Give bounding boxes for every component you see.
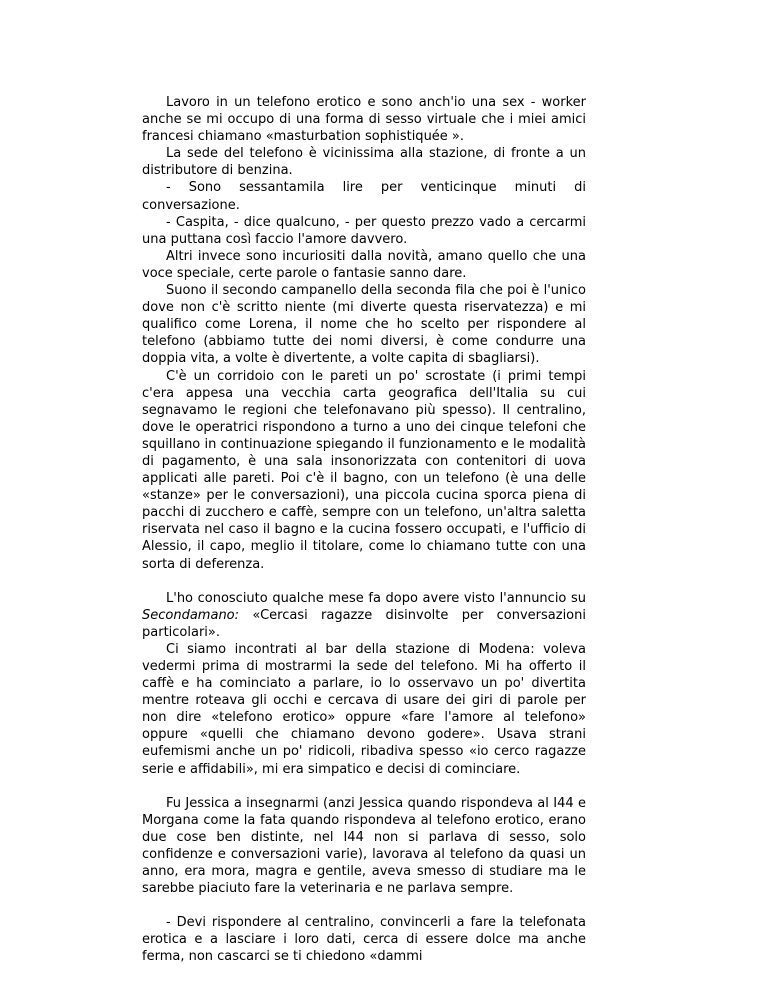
paragraph-5: Altri invece sono incuriositi dalla novità, amano quello che una voce speciale, certe parole o fantasie sanno dare. [142,248,586,281]
paragraph-11: - Devi rispondere al centralino, convincerli a fare la telefonata erotica e a lasciare i loro dati, cerca di essere dolce ma anche ferma, non cascarci se ti chiedono «dammi [142,915,586,965]
publication-title: Secondamano: [142,607,240,623]
paragraph-3: - Sono sessantamila lire per venticinque minuti di conversazione. [142,180,586,213]
paragraph-2: La sede del telefono è vicinissima alla stazione, di fronte a un distributore di benzina. [142,146,586,179]
paragraph-7: C'è un corridoio con le pareti un po' scrostate (i primi tempi c'era appesa una vecchia carta geografica dell'Italia su cui segnavamo le regioni che telefonavano più spesso). Il centralino, dove le operatrici rispondono a turno a uno dei cinque telefoni che squillano in continuazione spiegando il funzionamento e le modalità di pagamento, è una sala insonorizzata con contenitori di uova applicati alle pareti. Poi c'è il bagno, con un telefono (è una delle «stanze» per le conversazioni), una piccola cucina sporca piena di pacchi di zucchero e caffè, sempre con un telefono, un'altra saletta riservata nel caso il bagno e la cucina fossero occupati, e l'ufficio di Alessio, il capo, meglio il titolare, come lo chiamano tutte con una sorta di deferenza. [142,368,586,572]
paragraph-1: Lavoro in un telefono erotico e sono anch'io una sex - worker anche se mi occupo di una forma di sesso virtuale che i miei amici francesi chiamano «masturbation sophistiquée ». [142,95,586,145]
paragraph-8 [142,590,586,641]
document-page [142,94,586,966]
paragraph-9: Ci siamo incontrati al bar della stazione di Modena: voleva vedermi prima di mostrarmi la sede del telefono. Mi ha offerto il caffè e ha cominciato a parlare, io lo osservavo un po' divertita mentre roteava gli occhi e cercava di usare dei giri di parole per non dire «telefono erotico» oppure «fare l'amore al telefono» oppure «quelli che chiamano devono godere». Usava strani eufemismi anche un po' ridicoli, ribadiva spesso «io cerco ragazze serie e affidabili», mi era simpatico e decisi di cominciare. [142,641,586,777]
paragraph-4: - Caspita, - dice qualcuno, - per questo prezzo vado a cercarmi una puttana così faccio l'amore davvero. [142,214,586,247]
paragraph-8-before: L'ho conosciuto qualche mese fa dopo avere visto l'annuncio su [166,590,586,606]
paragraph-6: Suono il secondo campanello della seconda fila che poi è l'unico dove non c'è scritto niente (mi diverte questa riservatezza) e mi qualifico come Lorena, il nome che ho scelto per rispondere al telefono (abbiamo tutte dei nomi diversi, è come condurre una doppia vita, a volte è divertente, a volte capita di sbagliarsi). [142,283,586,367]
paragraph-10: Fu Jessica a insegnarmi (anzi Jessica quando rispondeva al I44 e Morgana come la fata quando rispondeva al telefono erotico, erano due cose ben distinte, nel I44 non si parlava di sesso, solo confidenze e conversazioni varie), lavorava al telefono da quasi un anno, era mora, magra e gentile, aveva smesso di studiare ma le sarebbe piaciuto fare la veterinaria e ne parlava sempre. [142,795,586,897]
paragraph-8-after: «Cercasi ragazze disinvolte per conversazioni particolari». [142,607,586,640]
